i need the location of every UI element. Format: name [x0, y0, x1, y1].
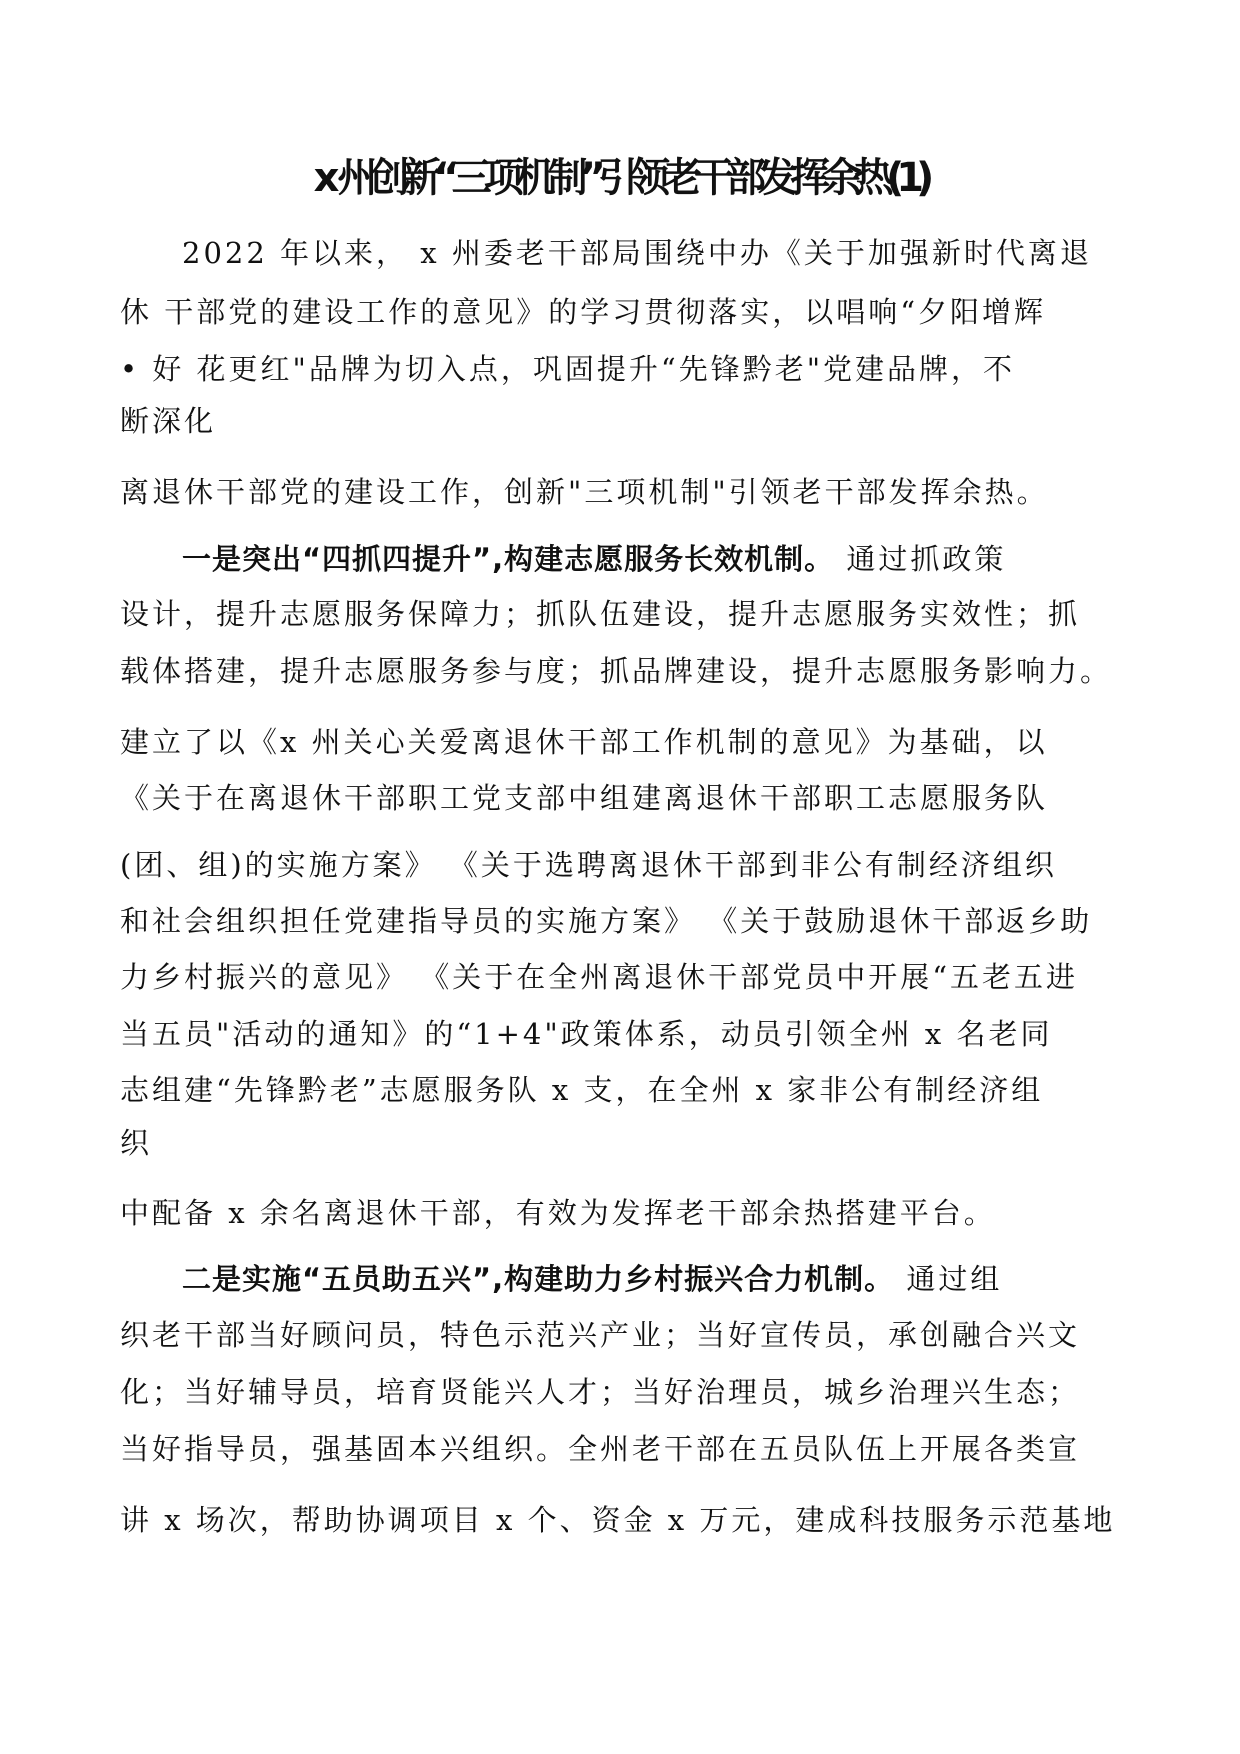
paragraph-2-line-1-rest: 通过抓政策 [834, 542, 1007, 576]
paragraph-2-line-3: 载体搭建，提升志愿服务参与度；抓品牌建设，提升志愿服务影响力。 [120, 654, 1113, 688]
paragraph-2-line-2: 设计，提升志愿服务保障力；抓队伍建设，提升志愿服务实效性；抓 [120, 597, 1081, 631]
paragraph-2-lead-heading: 一是突出“四抓四提升”,构建志愿服务长效机制。 [182, 542, 835, 576]
paragraph-1-line-3: • 好 花更红"品牌为切入点，巩固提升“先锋黔老"党建品牌，不 [120, 352, 1016, 386]
paragraph-1-line-5: 离退休干部党的建设工作，创新"三项机制"引领老干部发挥余热。 [120, 475, 1049, 509]
paragraph-2-line-4: 建立了以《x 州关心关爱离退休干部工作机制的意见》为基础，以 [120, 725, 1048, 759]
paragraph-3-line-2: 织老干部当好顾问员，特色示范兴产业；当好宣传员，承创融合兴文 [120, 1318, 1081, 1352]
paragraph-2-line-12: 中配备 x 余名离退休干部，有效为发挥老干部余热搭建平台。 [120, 1196, 996, 1230]
paragraph-2-line-8: 力乡村振兴的意见》 《关于在全州离退休干部党员中开展“五老五进 [120, 960, 1079, 994]
paragraph-1-line-1: 2022 年以来， x 州委老干部局围绕中办《关于加强新时代离退 [182, 236, 1092, 270]
paragraph-2-line-11: 织 [120, 1126, 153, 1160]
paragraph-3-line-5: 讲 x 场次，帮助协调项目 x 个、资金 x 万元，建成科技服务示范基地 [120, 1503, 1116, 1537]
paragraph-1-line-2: 休 干部党的建设工作的意见》的学习贯彻落实，以唱响“夕阳增辉 [120, 295, 1047, 329]
paragraph-2-line-7: 和社会组织担任党建指导员的实施方案》 《关于鼓励退休干部返乡助 [120, 904, 1093, 938]
paragraph-2-line-9: 当五员"活动的通知》的“1+4"政策体系，动员引领全州 x 名老同 [120, 1017, 1053, 1051]
paragraph-1-line-4: 断深化 [120, 404, 217, 438]
paragraph-2-line-6: (团、组)的实施方案》 《关于选聘离退休干部到非公有制经济组织 [120, 848, 1057, 882]
paragraph-2-line-5: 《关于在离退休干部职工党支部中组建离退休干部职工志愿服务队 [120, 781, 1049, 815]
paragraph-3-line-1 [182, 1259, 1002, 1299]
paragraph-3-line-1-rest: 通过组 [894, 1262, 1003, 1296]
paragraph-2-line-10: 志组建“先锋黔老”志愿服务队 x 支，在全州 x 家非公有制经济组 [120, 1073, 1044, 1107]
paragraph-3-lead-heading: 二是实施“五员助五兴”,构建助力乡村振兴合力机制。 [182, 1262, 895, 1296]
paragraph-2-line-1 [182, 539, 1006, 579]
paragraph-3-line-4: 当好指导员，强基固本兴组织。全州老干部在五员队伍上开展各类宣 [120, 1432, 1081, 1466]
document-title: x 州创新“三项机制”引领老干部发挥余热(1) [313, 155, 927, 201]
paragraph-3-line-3: 化；当好辅导员，培育贤能兴人才；当好治理员，城乡治理兴生态； [120, 1375, 1081, 1409]
